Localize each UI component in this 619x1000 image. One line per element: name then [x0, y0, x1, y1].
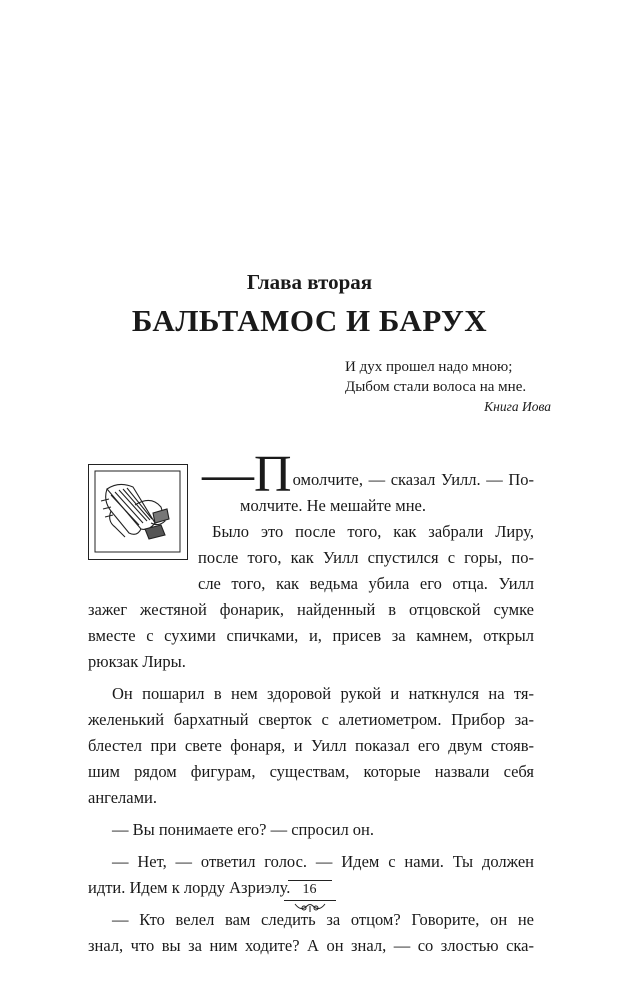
- drop-cap: —П: [202, 446, 292, 503]
- body-line: Было это после того, как забрали Лиру,: [212, 522, 534, 541]
- body-line: — Кто велел вам следить за отцом? Говорите, он не: [112, 910, 534, 929]
- page-number: 16: [302, 882, 317, 897]
- body-line: рюкзак Лиры.: [88, 652, 186, 671]
- body-line: зажег жестяной фонарик, найденный в отцовской сумке: [88, 600, 534, 619]
- flourish-ornament-icon: [293, 902, 327, 914]
- body-line: знал, что вы за ним ходите? А он знал, — со злостью ска-: [88, 936, 534, 955]
- epigraph-line: Дыбом стали волоса на мне.: [345, 379, 527, 395]
- page-number-rule: [288, 880, 332, 881]
- body-line: — Вы понимаете его? — спросил он.: [112, 820, 375, 839]
- body-line: шим рядом фигурам, существам, которые назвали себя: [88, 762, 534, 781]
- body-line: ангелами.: [88, 788, 157, 807]
- epigraph-source: Книга Иова: [484, 399, 551, 414]
- chapter-title: БАЛЬТАМОС И БАРУХ: [131, 303, 488, 338]
- body-line: идти. Идем к лорду Азриэлу.: [88, 878, 291, 897]
- body-line: Он пошарил в нем здоровой рукой и наткнулся на тя-: [112, 684, 534, 703]
- body-line: — Нет, — ответил голос. — Идем с нами. Ты должен: [112, 852, 534, 871]
- body-line: желенький бархатный сверток с алетиометром. Прибор за-: [88, 710, 534, 729]
- body-line: блестел при свете фонаря, и Уилл показал его двум стояв-: [88, 736, 534, 755]
- body-line: [88, 446, 534, 503]
- body-line-text: омолчите, — сказал Уилл. — По-: [292, 470, 534, 489]
- body-line: сле того, как ведьма убила его отца. Уилл: [198, 574, 534, 593]
- body-line: молчите. Не мешайте мне.: [240, 496, 426, 515]
- chapter-label: Глава вторая: [246, 270, 373, 294]
- page-number-rule: [284, 900, 336, 901]
- epigraph-line: И дух прошел надо мною;: [345, 359, 513, 375]
- epigraph: [345, 357, 555, 417]
- body-line: вместе с сухими спичками, и, присев за камнем, открыл: [88, 626, 534, 645]
- body-line: после того, как Уилл спустился с горы, по-: [198, 548, 534, 567]
